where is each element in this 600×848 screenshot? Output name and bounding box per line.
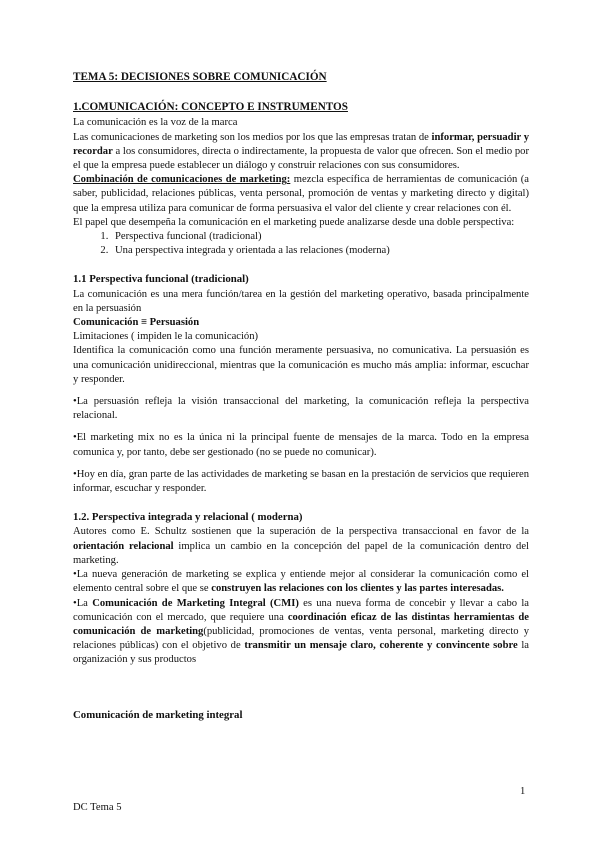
section-1-1-bold-line: Comunicación ≡ Persuasión: [73, 317, 200, 329]
section-1-1-paragraph-2: Identifica la comunicación como una función meramente persuasiva, no comunicativa. La persuasión es una comunicación unidireccional, mientras que la comunicación es mucho más amplia: informar, escuchar y responder.: [73, 345, 529, 385]
section-1-heading: 1.COMUNICACIÓN: CONCEPTO E INSTRUMENTOS: [73, 101, 348, 114]
section-1-1-heading: 1.1 Perspectiva funcional (tradicional): [73, 273, 249, 286]
document-title: TEMA 5: DECISIONES SOBRE COMUNICACIÓN: [73, 71, 327, 83]
section-1-2-bullet-1: •La nueva generación de marketing se explica y entiende mejor al considerar la comunicación como el elemento central sobre el que se construyen las relaciones con los clientes y las partes interesadas.: [73, 569, 529, 595]
bullet-1: •La persuasión refleja la visión transaccional del marketing, la comunicación refleja la perspectiva relacional.: [73, 396, 529, 422]
final-heading: Comunicación de marketing integral: [73, 708, 243, 721]
section-1-2-heading: 1.2. Perspectiva integrada y relacional ( moderna): [73, 511, 303, 524]
section-1-paragraph-1: Las comunicaciones de marketing son los medios por los que las empresas tratan de informar, persuadir y recordar a los consumidores, directa o indirectamente, la propuesta de valor que ofrecen. Son el medio por el que la empresa puede establecer un diálogo y construir relaciones con sus consumidores.: [73, 131, 529, 172]
bullet-3: •Hoy en día, gran parte de las actividades de marketing se basan en la prestación de servicios que requieren informar, escuchar y responder.: [73, 468, 529, 495]
document-page: [73, 70, 529, 722]
section-1-1-limitations: Limitaciones ( impiden le la comunicación): [73, 331, 259, 343]
page-number: 1: [520, 786, 526, 797]
section-1-2-bullet-2: •La Comunicación de Marketing Integral (CMI) es una nueva forma de concebir y llevar a cabo la comunicación con el mercado, que requiere una coordinación eficaz de las distintas herramientas de comunicación de marketing(publicidad, promociones de ventas, venta personal, marketing directo y relaciones públicas) con el objetivo de transmitir un mensaje claro, coherente y convincente sobre la organización y sus productos: [73, 597, 529, 666]
perspective-list: [73, 230, 529, 258]
section-1-1-paragraph-1: La comunicación es una mera función/tarea en la gestión del marketing operativo, basada principalmente en la persuasión: [73, 288, 529, 314]
section-1-paragraph-2: Combinación de comunicaciones de marketing: mezcla específica de herramientas de comunicación (a saber, publicidad, relaciones públicas, venta personal, promoción de ventas y marketing directo y digital) que la empresa utiliza para comunicar de forma persuasiva el valor del cliente y crear relaciones con él.: [73, 174, 529, 214]
section-1-paragraph-3: El papel que desempeña la comunicación en el marketing puede analizarse desde una doble perspectiva:: [73, 216, 515, 228]
section-1-2-paragraph-1: Autores como E. Schultz sostienen que la superación de la perspectiva transaccional en favor de la orientación relacional implica un cambio en la concepción del papel de la comunicación dentro del marketing.: [73, 526, 529, 566]
list-item: 1. Perspectiva funcional (tradicional): [111, 230, 529, 244]
bullet-2: •El marketing mix no es la única ni la principal fuente de mensajes de la marca. Todo en la empresa comunica y, por tanto, debe ser gestionado (no se puede no comunicar).: [73, 432, 529, 458]
page-footer: DC Tema 5: [73, 802, 122, 813]
list-item: 2. Una perspectiva integrada y orientada a las relaciones (moderna): [111, 244, 529, 258]
section-1-subtitle: La comunicación es la voz de la marca: [73, 117, 238, 129]
